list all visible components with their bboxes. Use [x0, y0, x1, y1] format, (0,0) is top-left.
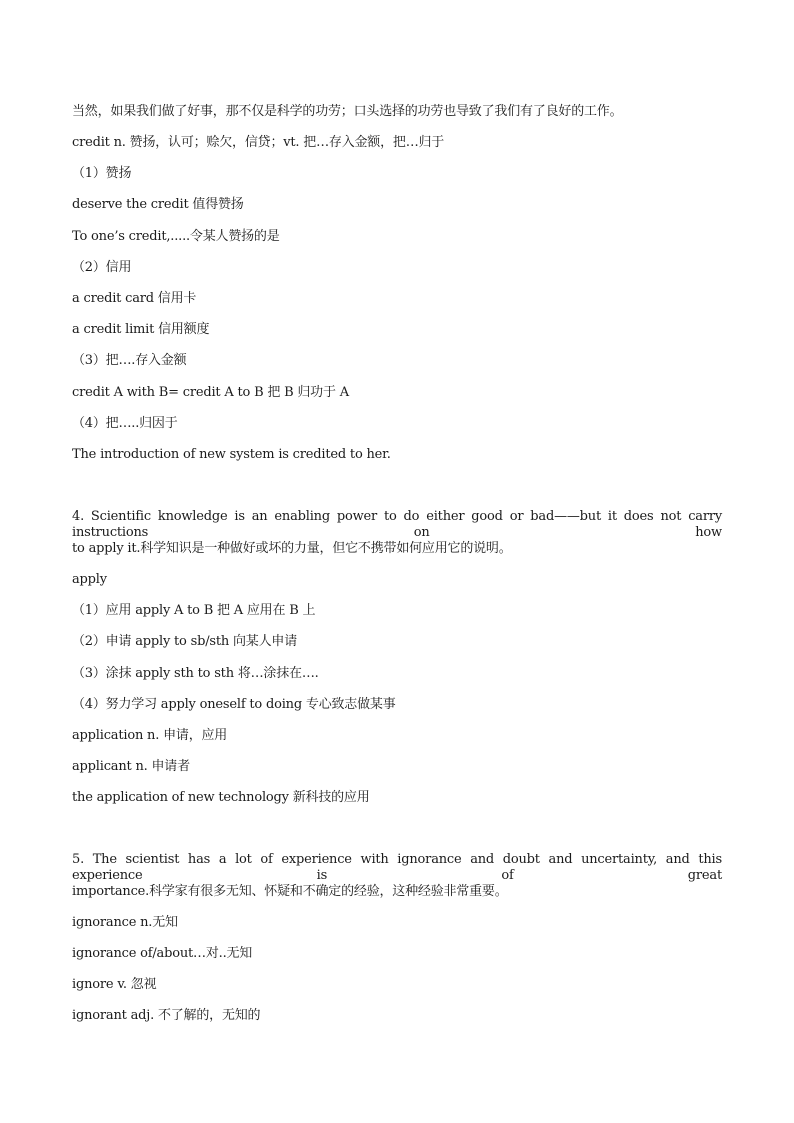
phrase-line: the application of new technology 新科技的应用 — [72, 790, 370, 805]
derivative-line: ignorant adj. 不了解的，无知的 — [72, 1008, 261, 1023]
numbered-sentence-5: 5. The scientist has a lot of experience with ignorance and doubt and uncertainty, and this experience is of great — [72, 852, 722, 883]
sense-heading: （3）把….存入金额 — [72, 353, 187, 368]
vocab-entry-apply: apply — [72, 572, 107, 587]
phrase-line: deserve the credit 值得赞扬 — [72, 197, 244, 212]
sense-heading: （1）赞扬 — [72, 166, 132, 181]
numbered-sentence-4: 4. Scientific knowledge is an enabling power to do either good or bad——but it does not carry instructions on how — [72, 509, 722, 540]
translation-line: to apply it.科学知识是一种做好或坏的力量，但它不携带如何应用它的说明。 — [72, 541, 512, 556]
translation-line: 当然，如果我们做了好事，那不仅是科学的功劳；口头选择的功劳也导致了我们有了良好的工作。 — [72, 104, 623, 119]
vocab-entry-ignorance: ignorance n.无知 — [72, 915, 178, 930]
sense-line: （4）努力学习 apply oneself to doing 专心致志做某事 — [72, 697, 396, 712]
derivative-line: ignore v. 忽视 — [72, 977, 157, 992]
sense-line: （2）申请 apply to sb/sth 向某人申请 — [72, 634, 297, 649]
vocab-entry-credit: credit n. 赞扬，认可；赊欠，信贷；vt. 把…存入金额，把…归于 — [72, 135, 445, 150]
example-sentence: The introduction of new system is credited to her. — [72, 447, 391, 462]
phrase-line: credit A with B= credit A to B 把 B 归功于 A — [72, 385, 349, 400]
sense-line: （1）应用 apply A to B 把 A 应用在 B 上 — [72, 603, 316, 618]
sense-line: （3）涂抹 apply sth to sth 将…涂抹在…. — [72, 666, 319, 681]
phrase-line: ignorance of/about…对..无知 — [72, 946, 253, 961]
phrase-line: a credit card 信用卡 — [72, 291, 197, 306]
translation-line: importance.科学家有很多无知、怀疑和不确定的经验，这种经验非常重要。 — [72, 884, 508, 899]
sense-heading: （4）把…..归因于 — [72, 416, 178, 431]
phrase-line: To one’s credit,.....令某人赞扬的是 — [72, 229, 280, 244]
derivative-line: applicant n. 申请者 — [72, 759, 190, 774]
derivative-line: application n. 申请，应用 — [72, 728, 228, 743]
sense-heading: （2）信用 — [72, 260, 132, 275]
phrase-line: a credit limit 信用额度 — [72, 322, 210, 337]
